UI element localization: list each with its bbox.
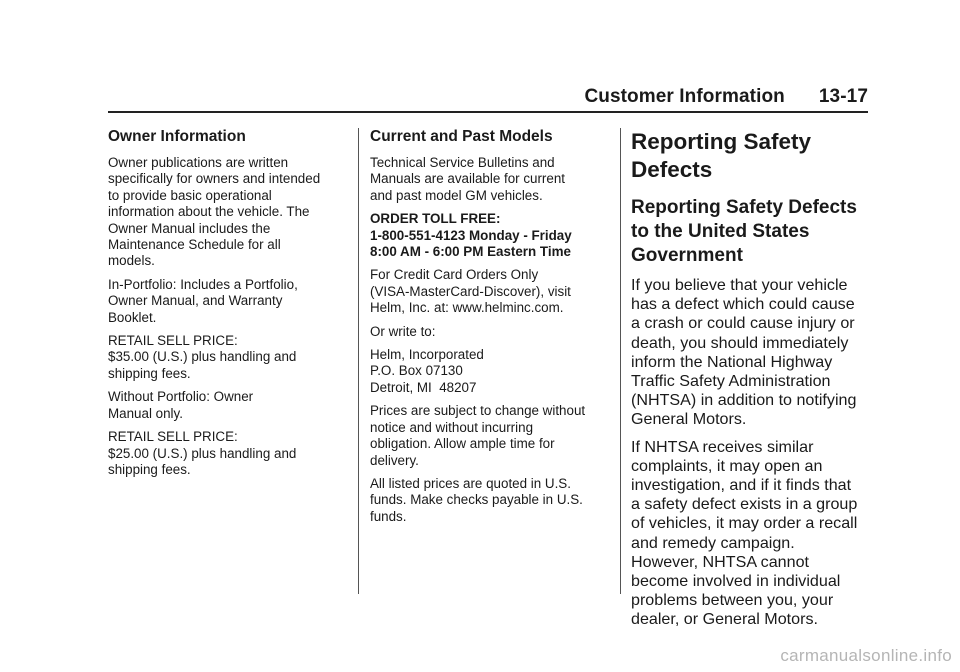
heading-current-past-models: Current and Past Models [370, 128, 553, 145]
text-line: and remedy campaign. [631, 533, 795, 552]
text-line: Prices are subject to change without [370, 403, 586, 419]
text-line: become involved in individual [631, 572, 841, 591]
text-line: delivery. [370, 452, 419, 468]
write-to-paragraph [370, 324, 612, 340]
header-rule [108, 111, 868, 113]
text-line: Booklet. [108, 309, 157, 325]
text-line: However, NHTSA cannot [631, 552, 810, 571]
heading-owner-information: Owner Information [108, 128, 246, 145]
address-line: Helm, Incorporated [370, 347, 484, 363]
text-line: Traffic Safety Administration [631, 372, 831, 391]
subheading-line: Government [631, 245, 743, 266]
prices-quoted-paragraph [370, 476, 612, 525]
text-line: RETAIL SELL PRICE: [108, 429, 238, 445]
text-line: Manuals are available for current [370, 171, 566, 187]
text-line: $35.00 (U.S.) plus handling and [108, 349, 297, 365]
text-line: Technical Service Bulletins and [370, 155, 555, 170]
text-line: If NHTSA receives similar [631, 437, 814, 456]
text-line: to provide basic operational [108, 187, 272, 203]
text-line: of vehicles, it may order a recall [631, 514, 858, 533]
text-line: problems between you, your [631, 591, 834, 610]
heading-line: Reporting Safety [631, 129, 812, 154]
text-line: obligation. Allow ample time for [370, 436, 555, 452]
text-line: ORDER TOLL FREE: [370, 211, 501, 227]
text-line: In-Portfolio: Includes a Portfolio, [108, 276, 298, 292]
section-title: Customer Information [584, 86, 785, 107]
text-line: Owner Manual includes the [108, 220, 271, 236]
nhtsa-inform-paragraph [631, 276, 871, 430]
text-line: Manual only. [108, 405, 183, 421]
watermark: carmanualsonline.info [780, 646, 952, 665]
without-portfolio-paragraph [108, 389, 348, 422]
credit-card-paragraph [370, 267, 612, 316]
text-line: Or write to: [370, 323, 436, 339]
page-number: 13-17 [818, 86, 868, 107]
text-line: dealer, or General Motors. [631, 610, 818, 629]
text-line: and past model GM vehicles. [370, 187, 543, 203]
text-line: death, you should immediately [631, 333, 849, 352]
text-line: specifically for owners and intended [108, 171, 321, 187]
text-line: If you believe that your vehicle [631, 276, 848, 294]
heading-reporting-safety-defects [631, 128, 871, 184]
address-line: Detroit, MI 48207 [370, 379, 477, 395]
text-line: a safety defect exists in a group [631, 495, 858, 514]
owner-info-paragraph [108, 155, 348, 270]
address-line: P.O. Box 07130 [370, 363, 463, 379]
text-line: (VISA-MasterCard-Discover), visit [370, 283, 571, 299]
heading-line: Defects [631, 157, 713, 182]
text-line: information about the vehicle. The [108, 204, 310, 220]
column-divider-1 [358, 128, 359, 594]
text-line: investigation, and if it finds that [631, 476, 852, 495]
address-paragraph [370, 347, 612, 396]
text-line: complaints, it may open an [631, 456, 823, 475]
text-line: For Credit Card Orders Only [370, 267, 539, 283]
text-line: General Motors. [631, 410, 747, 429]
nhtsa-investigation-paragraph [631, 438, 871, 630]
text-line: All listed prices are quoted in U.S. [370, 475, 571, 491]
text-line: notice and without incurring [370, 419, 534, 435]
subheading-line: Reporting Safety Defects [631, 197, 857, 218]
text-line: $25.00 (U.S.) plus handling and [108, 445, 297, 461]
website-line: Helm, Inc. at: www.helminc.com. [370, 300, 564, 316]
retail-price-paragraph-1 [108, 333, 348, 382]
page-header [108, 82, 868, 108]
order-toll-free-paragraph [370, 211, 612, 260]
text-line: Owner Manual, and Warranty [108, 293, 283, 309]
bulletins-paragraph [370, 155, 612, 204]
text-line: models. [108, 253, 155, 269]
column-divider-2 [620, 128, 621, 594]
column-reporting-safety-defects [631, 128, 871, 638]
text-line: has a defect which could cause [631, 295, 855, 314]
text-line: a crash or could cause injury or [631, 314, 855, 333]
phone-number: 1-800-551-4123 Monday - Friday [370, 227, 572, 243]
retail-price-paragraph-2 [108, 429, 348, 478]
in-portfolio-paragraph [108, 277, 348, 326]
text-line: shipping fees. [108, 461, 191, 477]
text-line: (NHTSA) in addition to notifying [631, 391, 857, 410]
column-current-past-models [370, 128, 612, 532]
text-line: inform the National Highway [631, 352, 833, 371]
text-line: RETAIL SELL PRICE: [108, 333, 238, 349]
text-line: funds. [370, 508, 407, 524]
text-line: funds. Make checks payable in U.S. [370, 492, 583, 508]
column-owner-information [108, 128, 348, 485]
prices-change-paragraph [370, 403, 612, 469]
subheading-line: to the United States [631, 221, 810, 242]
text-line: 8:00 AM - 6:00 PM Eastern Time [370, 244, 571, 260]
text-line: Maintenance Schedule for all [108, 237, 281, 253]
text-line: shipping fees. [108, 365, 191, 381]
text-line: Owner publications are written [108, 155, 289, 170]
subheading-us-government [631, 196, 871, 268]
text-line: Without Portfolio: Owner [108, 389, 254, 405]
